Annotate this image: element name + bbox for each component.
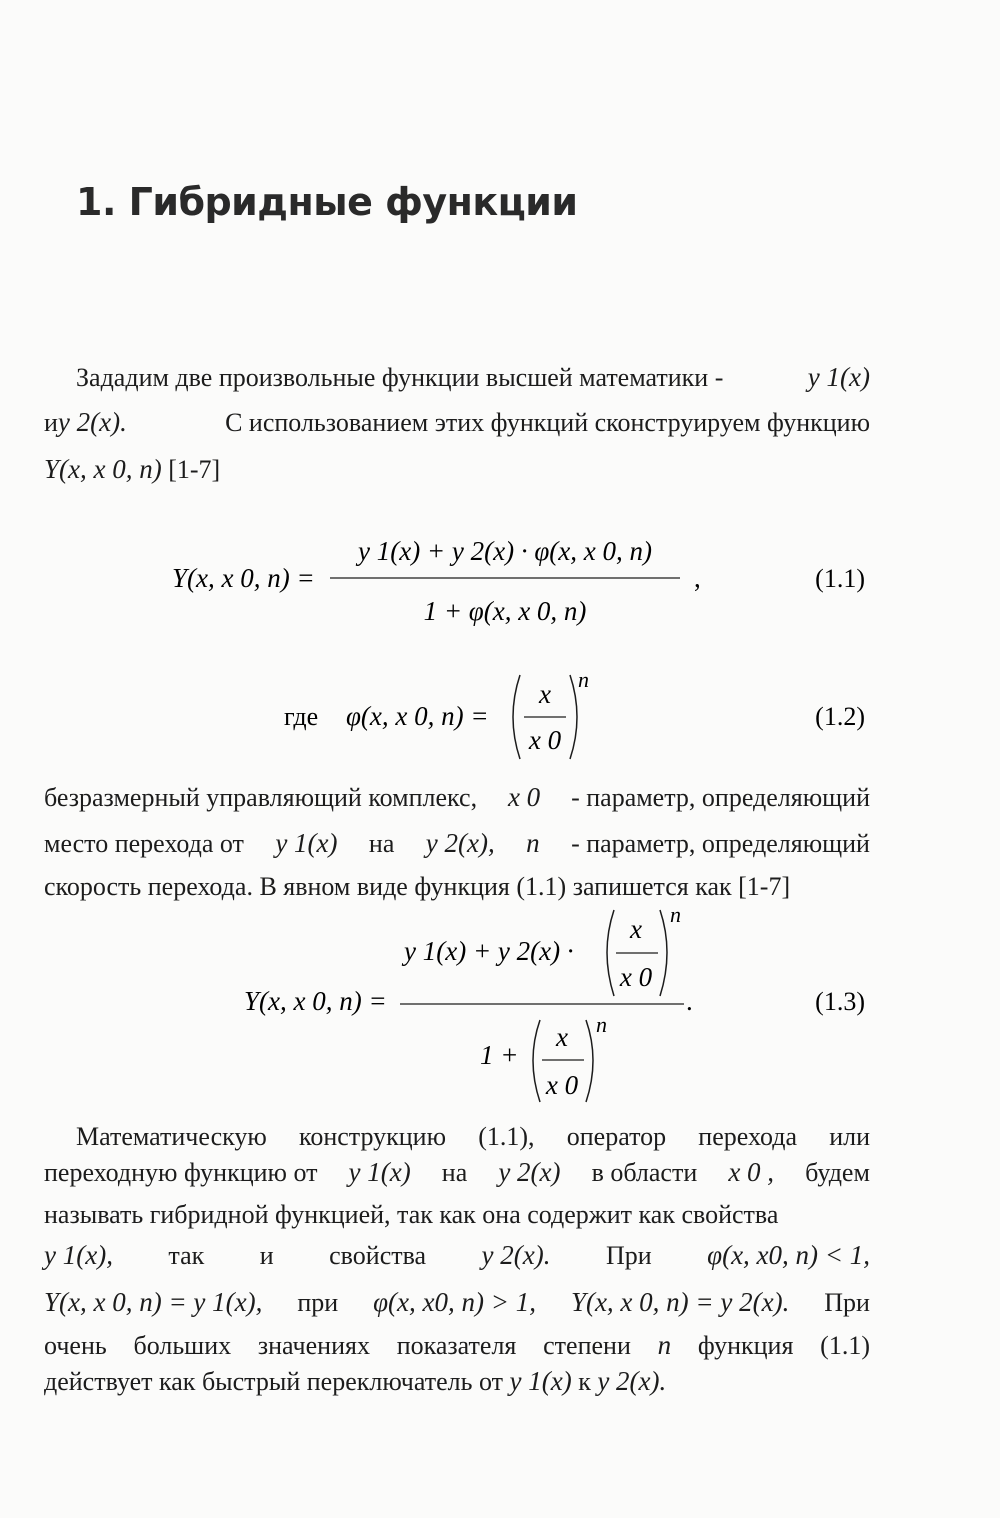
paragraph-3-line-6 [44, 1328, 870, 1363]
eq2-lhs: φ(x, x 0, n) = [346, 701, 489, 731]
transition-text: место перехода от [44, 829, 244, 858]
eq3-number: (1.3) [815, 987, 865, 1016]
section-title: 1. Гибридные функции [76, 180, 578, 224]
equation-1-2 [0, 665, 1000, 775]
math-x0: x 0 [507, 782, 541, 812]
word: и [259, 1241, 274, 1270]
paragraph-3-line-4 [44, 1238, 870, 1273]
word: При [605, 1241, 652, 1270]
word: конструкцию [299, 1122, 447, 1151]
word: показателя [396, 1331, 517, 1360]
equation-1-3 [0, 900, 1000, 1115]
word: степени [543, 1331, 631, 1360]
eq1-lhs: Y(x, x 0, n) = [172, 563, 315, 593]
eq3-lhs: Y(x, x 0, n) = [244, 986, 387, 1016]
on-text: на [441, 1158, 468, 1187]
eq3-num-frac-num: x [630, 914, 642, 944]
word: (1.1) [820, 1331, 870, 1360]
eq2-exponent: n [578, 667, 589, 692]
math-phi-lt: φ(x, x0, n) < 1, [707, 1240, 870, 1270]
paragraph-2-line-3: скорость перехода. В явном виде функция (1.1) запишется как [1-7] [44, 872, 791, 901]
equation-1-1 [0, 520, 1000, 650]
eq3-num-frac-den: x 0 [619, 962, 653, 992]
eq2-right-paren [570, 675, 577, 759]
math-phi-gt: φ(x, x0, n) > 1, [373, 1287, 536, 1317]
eq3-num-exponent: n [670, 902, 681, 927]
eq1-denominator: 1 + φ(x, x 0, n) [423, 596, 587, 626]
math-y1: y 1(x) [348, 1157, 411, 1187]
eq2-frac-den: x 0 [528, 725, 562, 755]
word: больших [133, 1331, 232, 1360]
eq2-number: (1.2) [815, 702, 865, 731]
paragraph-3-line-2 [44, 1155, 870, 1190]
math-y2: y 2(x). [57, 407, 127, 437]
math-y1: y 1(x), [44, 1240, 113, 1270]
eq3-num-left-paren [607, 910, 614, 996]
paragraph-2-line-1 [44, 780, 870, 815]
math-n: n [657, 1330, 672, 1360]
eq2-where: где [284, 702, 319, 731]
math-y2: y 2(x). [481, 1240, 551, 1270]
word: свойства [329, 1241, 427, 1270]
math-y2: y 2(x). [597, 1366, 667, 1396]
word: перехода [698, 1122, 797, 1151]
intro-text: Зададим две произвольные функции высшей математики - [76, 363, 724, 392]
conjunction: и [44, 408, 58, 437]
math-y1: y 1(x) [275, 828, 338, 858]
will-text: будем [805, 1158, 870, 1187]
math-Y-eq-y1: Y(x, x 0, n) = y 1(x), [44, 1287, 263, 1317]
eq3-den-left-paren [533, 1020, 540, 1102]
word: функция [697, 1331, 794, 1360]
word: (1.1), [478, 1122, 535, 1151]
word: при [297, 1288, 339, 1317]
eq2-frac-num: x [539, 679, 551, 709]
math-y2: y 2(x), [425, 828, 495, 858]
paragraph-1-line-1 [44, 360, 870, 395]
on-text: на [368, 829, 395, 858]
param-text-2: - параметр, определяющий [571, 829, 870, 858]
math-y1: y 1(x) [509, 1366, 572, 1396]
paragraph-3-line-3: называть гибридной функцией, так как она содержит как свойства [44, 1200, 779, 1229]
paragraph-3-line-5 [44, 1285, 870, 1320]
word: очень [44, 1331, 107, 1360]
word: оператор [566, 1122, 667, 1151]
math-x0: x 0 , [728, 1157, 775, 1187]
math-n: n [526, 828, 540, 858]
paragraph-3-line-7 [44, 1364, 870, 1399]
paragraph-1-line-2 [44, 405, 870, 440]
region-text: в области [591, 1158, 698, 1187]
eq1-number: (1.1) [815, 564, 865, 593]
paragraph-2-line-2 [44, 826, 870, 861]
eq3-den-frac-den: x 0 [545, 1070, 579, 1100]
eq2-left-paren [513, 675, 520, 759]
word: значениях [257, 1331, 370, 1360]
math-y2: y 2(x) [498, 1157, 561, 1187]
eq1-numerator: y 1(x) + y 2(x) · φ(x, x 0, n) [357, 536, 653, 566]
math-Y: Y(x, x 0, n) [44, 454, 162, 484]
eq1-comma: , [694, 563, 701, 593]
switch-text: действует как быстрый переключатель от [44, 1367, 503, 1396]
word: При [824, 1288, 870, 1317]
reference: [1-7] [168, 455, 221, 484]
math-y1: y 1(x) [807, 362, 870, 392]
eq3-den-frac-num: x [556, 1022, 568, 1052]
to-text: к [578, 1367, 591, 1396]
word: Математическую [76, 1122, 267, 1151]
eq3-den-part: 1 + [480, 1040, 519, 1070]
eq3-period: . [686, 986, 693, 1016]
eq3-num-right-paren [660, 910, 667, 996]
eq3-den-right-paren [586, 1020, 593, 1102]
paragraph-1-line-3 [44, 452, 870, 487]
paragraph-3-line-1 [44, 1120, 870, 1154]
word: или [829, 1122, 870, 1151]
complex-text: безразмерный управляющий комплекс, [44, 783, 478, 812]
param-text: - параметр, определяющий [571, 783, 870, 812]
math-Y-eq-y2: Y(x, x 0, n) = y 2(x). [570, 1287, 790, 1317]
word: так [168, 1241, 205, 1270]
eq3-num-part: y 1(x) + y 2(x) · [404, 936, 574, 966]
eq3-den-exponent: n [596, 1012, 607, 1037]
construct-text: С использованием этих функций сконструируем функцию [225, 408, 870, 437]
operator-text: переходную функцию от [44, 1158, 318, 1187]
